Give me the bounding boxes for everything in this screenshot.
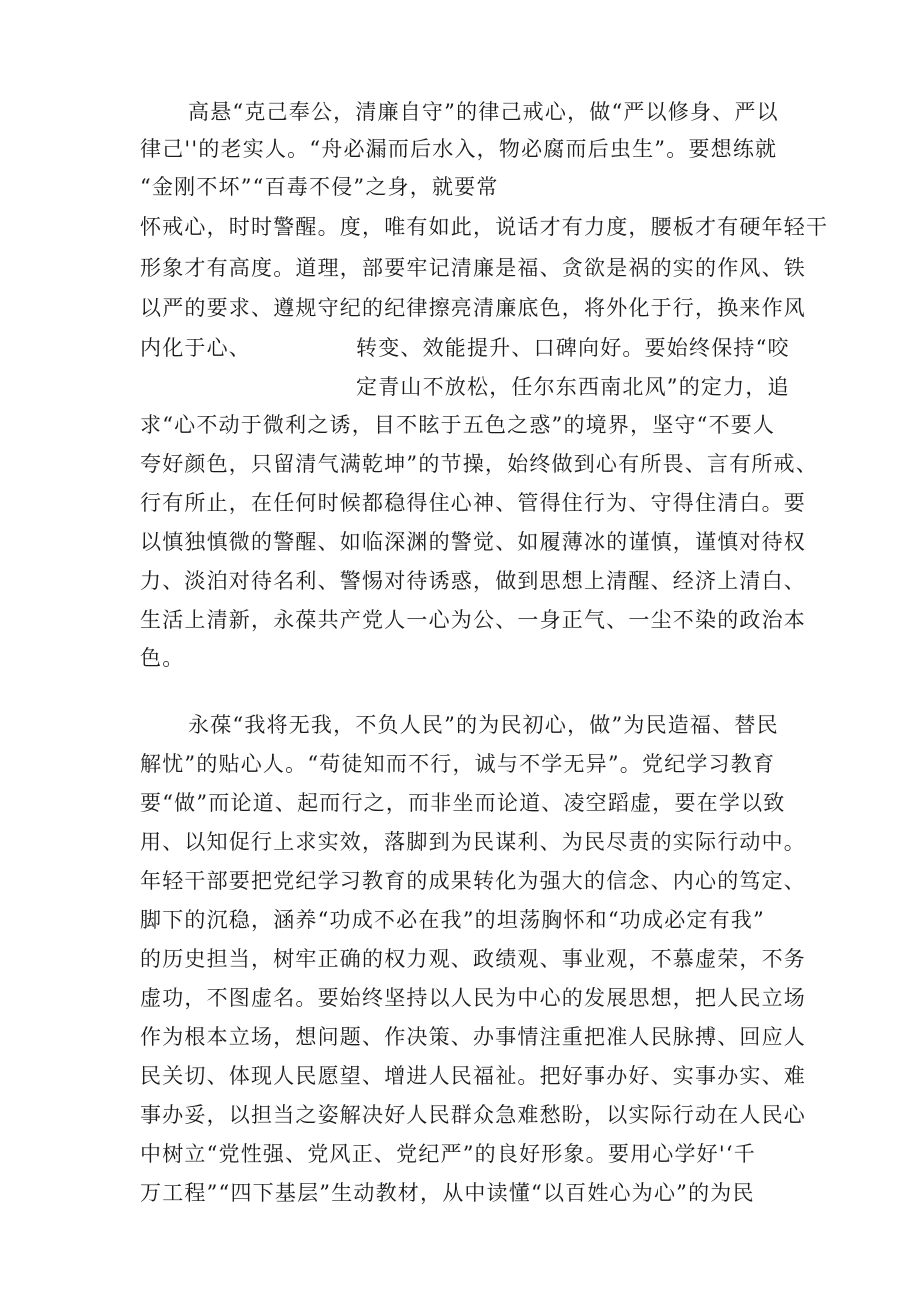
paragraph-1-line-9: 求“心不动于微利之诱，目不眩于五色之惑”的境界，坚守“不要人 xyxy=(140,413,776,437)
paragraph-1-line-14: 生活上清新，永葆共产党人一心为公、一身正气、一尘不染的政治本 xyxy=(140,608,806,632)
paragraph-2-line-11: 事办妥，以担当之姿解决好人民群众急难愁盼，以实际行动在人民心 xyxy=(140,1103,806,1127)
paragraph-2-line-1: 永葆“我将无我，不负人民”的为民初心，做”为民造福、替民 xyxy=(188,713,779,737)
paragraph-1-line-2: 律己''的老实人。“舟必漏而后水入，物必腐而后虫生”。要想练就 xyxy=(140,137,778,161)
paragraph-1-line-3: “金刚不坏”“百毒不侵”之身，就要常 xyxy=(140,175,499,199)
paragraph-2-line-3: 要“做”而论道、起而行之，而非坐而论道、凌空蹈虚，要在学以致 xyxy=(140,791,786,815)
paragraph-2-line-10: 民关切、体现人民愿望、增进人民福祉。把好事办好、实事办实、难 xyxy=(140,1064,806,1088)
paragraph-1-line-5: 形象才有高度。道理，部要牢记清廉是福、贪欲是祸的实的作风、铁 xyxy=(140,256,806,280)
paragraph-1-line-10: 夸好颜色，只留清气满乾坤”的节操，始终做到心有所畏、言有所戒、 xyxy=(140,452,818,476)
paragraph-2-line-9: 作为根本立场，想问题、作决策、办事情注重把准人民脉搏、回应人 xyxy=(140,1025,806,1049)
paragraph-2-line-8: 虚功，不图虚名。要始终坚持以人民为中心的发展思想，把人民立场 xyxy=(140,986,806,1010)
paragraph-1-line-11: 行有所止，在任何时候都稳得住心神、管得住行为、守得住清白。要 xyxy=(140,491,806,515)
paragraph-1-line-6: 以严的要求、遵规守纪的纪律擦亮清廉底色，将外化于行，换来作风 xyxy=(140,296,806,320)
paragraph-2-line-2: 解忧”的贴心人。“苟徒知而不行，诚与不学无异”。党纪学习教育 xyxy=(140,752,776,776)
paragraph-1-line-7b: 转变、效能提升、口碑向好。要始终保持“咬 xyxy=(356,336,790,360)
paragraph-1-line-1: 高悬“克己奉公，清廉自守”的律己戒心，做“严以修身、严以 xyxy=(188,100,779,124)
paragraph-1-line-13: 力、淡泊对待名利、警惕对待诱惑，做到思想上清醒、经济上清白、 xyxy=(140,569,806,593)
paragraph-2-line-13: 万工程”“四下基层”生动教材，从中读懂“以百姓心为心”的为民 xyxy=(140,1181,755,1205)
paragraph-1-line-8: 定青山不放松，任尔东西南北风”的定力，追 xyxy=(356,375,790,399)
paragraph-2-line-6: 脚下的沉稳，涵养“功成不必在我”的坦荡胸怀和“功成必定有我” xyxy=(140,908,765,932)
paragraph-2-line-5: 年轻干部要把党纪学习教育的成果转化为强大的信念、内心的笃定、 xyxy=(140,869,806,893)
paragraph-2-line-7: 的历史担当，树牢正确的权力观、政绩观、事业观，不慕虚荣，不务 xyxy=(140,947,806,971)
paragraph-1-line-7a: 内化于心、 xyxy=(140,336,251,360)
paragraph-2-line-12: 中树立“党性强、党风正、党纪严”的良好形象。要用心学好'‘千 xyxy=(140,1142,756,1166)
paragraph-1-line-4: 怀戒心，时时警醒。度，唯有如此，说话才有力度，腰板才有硬年轻干 xyxy=(140,215,829,239)
paragraph-1-line-12: 以慎独慎微的警醒、如临深渊的警觉、如履薄冰的谨慎，谨慎对待权 xyxy=(140,530,806,554)
paragraph-2-line-4: 用、以知促行上求实效，落脚到为民谋利、为民尽责的实际行动中。 xyxy=(140,830,806,854)
paragraph-1-line-15: 色。 xyxy=(140,646,185,670)
